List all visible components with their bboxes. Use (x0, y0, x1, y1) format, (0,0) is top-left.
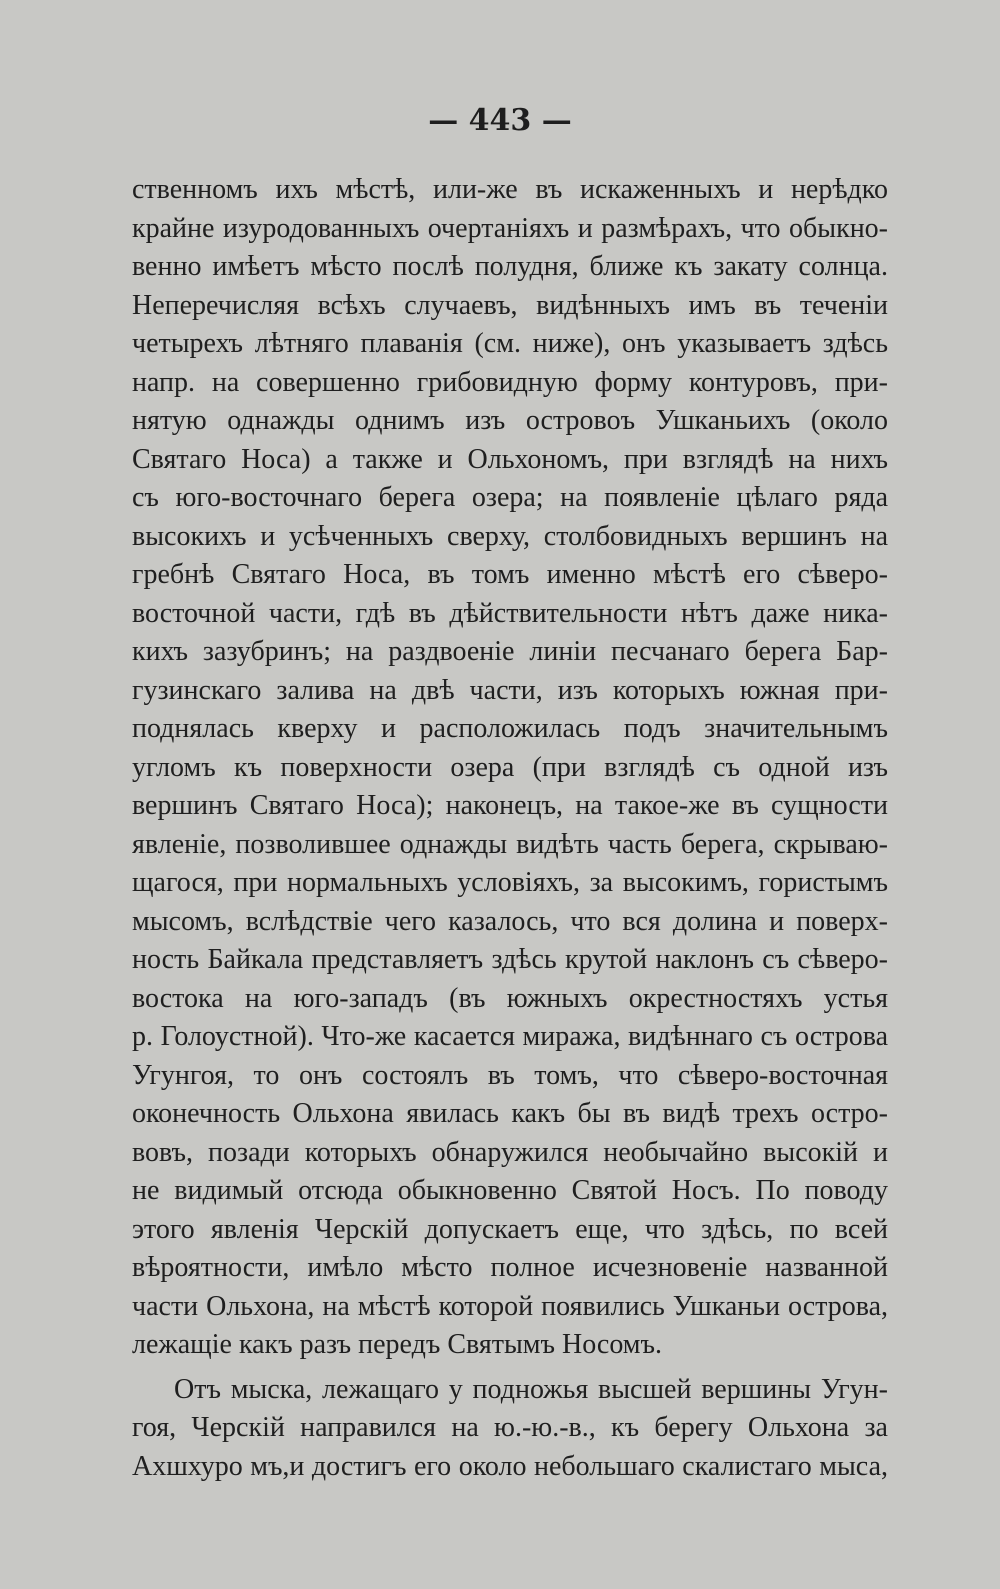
text-line: части Ольхона, на мѣстѣ которой появились Ушканьи острова, (132, 1290, 888, 1322)
text-line: нятую однажды однимъ изъ островоъ Ушканьихъ (около (132, 405, 888, 436)
text-line: высокихъ и усѣченныхъ сверху, столбовидныхъ вершинъ на (132, 520, 888, 552)
page-number: — 443 — (428, 103, 572, 138)
text-line: кихъ зазубринъ; на раздвоеніе линіи песчанаго берега Бар- (132, 636, 888, 667)
text-line: этого явленія Черскій допускаетъ еще, что здѣсь, по всей (132, 1213, 888, 1245)
body-text (132, 171, 888, 1486)
text-line: ность Байкала представляетъ здѣсь крутой наклонъ съ сѣверо- (132, 944, 888, 975)
text-line: Неперечисляя всѣхъ случаевъ, видѣнныхъ имъ въ теченіи (132, 289, 888, 321)
text-line: явленіе, позволившее однажды видѣть часть берега, скрываю- (132, 828, 888, 860)
text-line: съ юго-восточнаго берега озера; на появленіе цѣлаго ряда (132, 482, 888, 513)
paragraph-2 (132, 1371, 888, 1487)
text-line: гребнѣ Святаго Носа, въ томъ именно мѣстѣ его сѣверо- (132, 559, 888, 590)
text-line: р. Голоустной). Что-же касается миража, видѣннаго съ острова (132, 1021, 888, 1052)
text-line: восточной части, гдѣ въ дѣйствительности нѣтъ даже ника- (132, 597, 888, 629)
text-line: вѣроятности, имѣло мѣсто полное исчезновеніе названной (132, 1252, 888, 1283)
text-line: ственномъ ихъ мѣстѣ, или-же въ искаженныхъ и нерѣдко (132, 174, 888, 205)
text-line: венно имѣетъ мѣсто послѣ полудня, ближе къ закату солнца. (132, 251, 888, 282)
text-line: не видимый отсюда обыкновенно Святой Носъ. По поводу (132, 1175, 888, 1206)
text-line: Отъ мыска, лежащаго у подножья высшей вершины Угун- (174, 1373, 888, 1405)
text-line: поднялась кверху и расположилась подъ значительнымъ (132, 713, 888, 744)
text-line: гоя, Черскій направился на ю.-ю.-в., къ берегу Ольхона за (132, 1412, 888, 1443)
text-line: крайне изуродованныхъ очертаніяхъ и размѣрахъ, что обыкно- (132, 212, 888, 244)
text-line: напр. на совершенно грибовидную форму контуровъ, при- (132, 366, 888, 398)
paragraph-1 (132, 171, 888, 1365)
text-line: мысомъ, вслѣдствіе чего казалось, что вся долина и поверх- (132, 905, 888, 937)
text-line: щагося, при нормальныхъ условіяхъ, за высокимъ, гористымъ (132, 867, 888, 898)
text-line: оконечность Ольхона явилась какъ бы въ видѣ трехъ остро- (132, 1098, 888, 1129)
text-line: вовъ, позади которыхъ обнаружился необычайно высокій и (132, 1136, 888, 1168)
text-line: гузинскаго залива на двѣ части, изъ которыхъ южная при- (132, 674, 888, 706)
text-line: четырехъ лѣтняго плаванія (см. ниже), онъ указываетъ здѣсь (132, 328, 888, 359)
text-line: Угунгоя, то онъ состоялъ въ томъ, что сѣверо-восточная (132, 1059, 888, 1091)
text-line: угломъ къ поверхности озера (при взглядѣ съ одной изъ (132, 751, 888, 783)
text-line: вершинъ Святаго Носа); наконецъ, на такое-же въ сущности (132, 790, 888, 821)
text-line: лежащіе какъ разъ передъ Святымъ Носомъ. (132, 1329, 662, 1360)
text-line: Ахшхуро мъ,и достигъ его около небольшаго скалистаго мыса, (132, 1450, 888, 1482)
text-line: Святаго Носа) а также и Ольхономъ, при взглядѣ на нихъ (132, 443, 888, 475)
text-line: востока на юго-западъ (въ южныхъ окрестностяхъ устья (132, 982, 888, 1014)
